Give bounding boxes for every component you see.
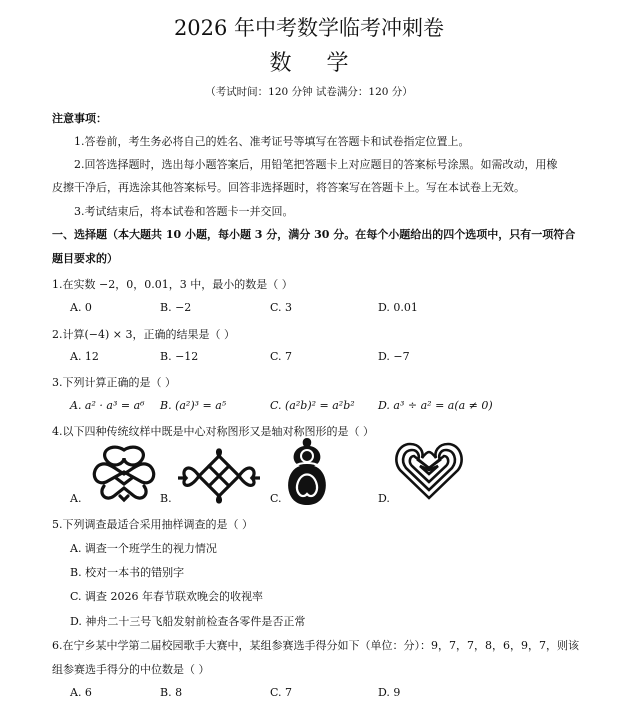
notice-heading: 注意事项：: [52, 112, 107, 125]
pattern-d-heart-cloud-icon: [394, 440, 464, 502]
question-4-stem: 4.以下四种传统纹样中既是中心对称图形又是轴对称图形的是（ ）: [52, 425, 374, 438]
question-4-option-a: A.: [70, 492, 82, 505]
question-5-option-a: A. 调查一个班学生的视力情况: [70, 542, 217, 555]
question-1-option-b: B. −2: [160, 301, 192, 314]
question-1-option-d: D. 0.01: [378, 301, 418, 314]
notice-item-2-line-1: 2.回答选择题时，选出每小题答案后，用铅笔把答题卡上对应题目的答案标号涂黑。如需改动，用橡: [74, 158, 558, 171]
subject-title: 数 学: [269, 51, 363, 76]
notice-item-2-line-2: 皮擦干净后，再选涂其他答案标号。回答非选择题时，将答案写在答题卡上。写在本试卷上无效。: [52, 181, 525, 194]
question-1-stem: 1.在实数 −2，0，0.01，3 中，最小的数是（ ）: [52, 278, 293, 291]
question-1-option-c: C. 3: [270, 301, 293, 314]
question-2-stem: 2.计算(−4) × 3，正确的结果是（ ）: [52, 328, 235, 341]
exam-title: 2026 年中考数学临考冲刺卷: [173, 16, 445, 40]
question-6-stem-line-1: 6.在宁乡某中学第二届校园歌手大赛中，某组参赛选手得分如下（单位：分）：9，7，7，8，6，9，7，则该: [52, 639, 579, 652]
question-5-option-b: B. 校对一本书的错别字: [70, 566, 185, 579]
pattern-b-endless-knot-icon: [178, 448, 260, 504]
notice-item-1: 1.答卷前，考生务必将自己的姓名、准考证号等填写在答题卡和试卷指定位置上。: [74, 135, 470, 148]
question-5-option-c: C. 调查 2026 年春节联欢晚会的收视率: [70, 590, 264, 603]
question-5-option-d: D. 神舟二十三号飞船发射前检查各零件是否正常: [70, 615, 306, 628]
question-3-option-b: B. (a²)³ = a⁵: [160, 399, 227, 412]
question-2-option-a: A. 12: [70, 350, 99, 363]
question-1-option-a: A. 0: [70, 301, 92, 314]
pattern-c-gourd-icon: [282, 436, 332, 506]
question-6-option-d: D. 9: [378, 686, 401, 699]
question-4-option-c: C.: [270, 492, 282, 505]
pattern-a-knot-icon: [90, 444, 158, 504]
question-6-stem-line-2: 组参赛选手得分的中位数是（ ）: [52, 663, 210, 676]
question-6-option-c: C. 7: [270, 686, 293, 699]
question-2-option-d: D. −7: [378, 350, 410, 363]
question-2-option-c: C. 7: [270, 350, 293, 363]
question-3-stem: 3.下列计算正确的是（ ）: [52, 376, 176, 389]
section-1-heading-line-2: 题目要求的）: [52, 252, 118, 265]
question-4-option-b: B.: [160, 492, 172, 505]
question-3-option-c: C. (a²b)² = a²b²: [270, 399, 355, 412]
question-2-option-b: B. −12: [160, 350, 199, 363]
question-3-option-a: A. a² · a³ = a⁶: [70, 399, 145, 412]
section-1-heading-line-1: 一、选择题（本大题共 10 小题，每小题 3 分，满分 30 分。在每个小题给出的四个选项中，只有一项符合: [52, 228, 576, 241]
question-6-option-a: A. 6: [70, 686, 92, 699]
question-6-option-b: B. 8: [160, 686, 183, 699]
exam-info: （考试时间：120 分钟 试卷满分：120 分）: [205, 86, 413, 98]
question-4-option-d: D.: [378, 492, 390, 505]
notice-item-3: 3.考试结束后，将本试卷和答题卡一并交回。: [74, 205, 294, 218]
question-3-option-d: D. a³ ÷ a² = a(a ≠ 0): [378, 399, 493, 412]
question-5-stem: 5.下列调查最适合采用抽样调查的是（ ）: [52, 518, 253, 531]
